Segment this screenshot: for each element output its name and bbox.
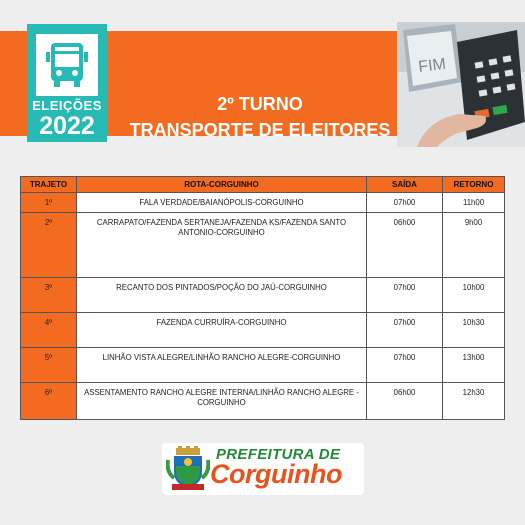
ballot-screen-text: FIM (417, 55, 447, 76)
page-title: TRANSPORTE DE ELEITORES (129, 120, 391, 140)
coat-of-arms-icon (166, 446, 210, 492)
rota-cell: CARRAPATO/FAZENDA SERTANEJA/FAZENDA KS/FAZENDA SANTO ANTONIO-CORGUINHO (77, 213, 367, 278)
retorno-cell: 10h00 (443, 278, 505, 313)
trajeto-cell: 1º (21, 193, 77, 213)
header-retorno: RETORNO (443, 177, 505, 193)
badge-word: ELEIÇÕES (32, 98, 102, 113)
saida-cell: 07h00 (367, 278, 443, 313)
table-row (21, 213, 505, 278)
saida-cell: 06h00 (367, 213, 443, 278)
ballot-machine-photo (397, 22, 525, 147)
rota-cell: FAZENDA CURRUÍRA-CORGUINHO (77, 313, 367, 348)
trajeto-cell: 5º (21, 348, 77, 383)
table-row (21, 193, 505, 213)
saida-cell: 06h00 (367, 383, 443, 420)
retorno-cell: 11h00 (443, 193, 505, 213)
trajeto-cell: 6º (21, 383, 77, 420)
table-header-row (21, 177, 505, 193)
logo-city-name: Corguinho (210, 459, 342, 489)
retorno-cell: 12h30 (443, 383, 505, 420)
header-rota: ROTA-CORGUINHO (77, 177, 367, 193)
rota-cell: ASSENTAMENTO RANCHO ALEGRE INTERNA/LINHÃO RANCHO ALEGRE -CORGUINHO (77, 383, 367, 420)
table-row (21, 383, 505, 420)
header-saida: SAÍDA (367, 177, 443, 193)
retorno-cell: 9h00 (443, 213, 505, 278)
retorno-cell: 10h30 (443, 313, 505, 348)
rota-cell: FALA VERDADE/BAIANÓPOLIS-CORGUINHO (77, 193, 367, 213)
rota-cell: RECANTO DOS PINTADOS/POÇÃO DO JAÚ-CORGUINHO (77, 278, 367, 313)
table-row (21, 278, 505, 313)
saida-cell: 07h00 (367, 193, 443, 213)
elections-badge (27, 24, 107, 142)
table-row (21, 313, 505, 348)
turno-heading: 2º TURNO (217, 94, 303, 114)
bus-icon (43, 40, 91, 90)
badge-year: 2022 (39, 112, 95, 140)
retorno-cell: 13h00 (443, 348, 505, 383)
header-trajeto: TRAJETO (21, 177, 77, 193)
table-row (21, 348, 505, 383)
transport-table (20, 176, 505, 420)
bus-icon-frame (36, 34, 98, 96)
saida-cell: 07h00 (367, 313, 443, 348)
rota-cell: LINHÃO VISTA ALEGRE/LINHÃO RANCHO ALEGRE-CORGUINHO (77, 348, 367, 383)
trajeto-cell: 4º (21, 313, 77, 348)
trajeto-cell: 3º (21, 278, 77, 313)
saida-cell: 07h00 (367, 348, 443, 383)
trajeto-cell: 2º (21, 213, 77, 278)
logo-prefeitura-text: PREFEITURA DE (216, 446, 341, 463)
prefeitura-logo (162, 443, 364, 495)
